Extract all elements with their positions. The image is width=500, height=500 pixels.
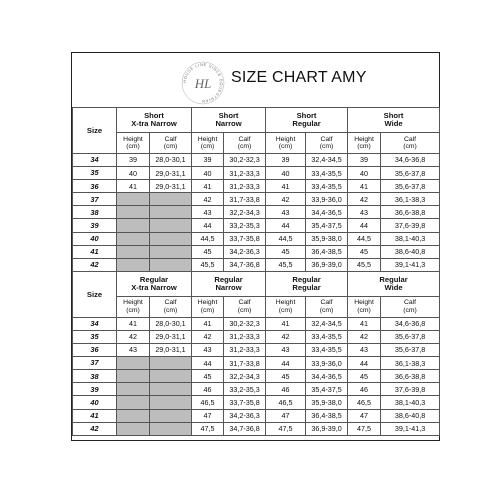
height-value-cell: 43 (348, 344, 381, 357)
calf-value-cell: 35,9-38,0 (306, 396, 348, 409)
fit-group-width: Narrow (215, 282, 242, 292)
unavailable-cell (117, 245, 150, 258)
height-value-cell: 44 (348, 219, 381, 232)
height-value-cell: 41 (117, 317, 150, 330)
calf-value-cell: 31,7-33,8 (224, 193, 266, 206)
calf-value-cell: 31,2-33,3 (224, 180, 266, 193)
fit-group-width: Regular (292, 282, 321, 292)
calf-value-cell: 29,0-31,1 (150, 330, 192, 343)
calf-value-cell: 38,1-40,3 (381, 232, 440, 245)
table-row (73, 422, 440, 435)
size-cell: 36 (73, 344, 117, 357)
table-row (73, 357, 440, 370)
calf-value-cell: 34,7-36,8 (224, 258, 266, 271)
calf-value-cell: 33,2-35,3 (224, 383, 266, 396)
unavailable-cell (117, 422, 150, 435)
calf-value-cell: 29,0-31,1 (150, 344, 192, 357)
logo-ring-text: HOUSE LINE SINCE EQUESTRIAN (181, 61, 225, 105)
fit-group-width: Wide (384, 282, 403, 292)
height-value-cell: 41 (117, 180, 150, 193)
height-value-cell: 45 (266, 370, 306, 383)
height-value-cell: 46 (348, 383, 381, 396)
fit-group-length: Regular (214, 274, 243, 284)
calf-value-cell: 38,6-40,8 (381, 245, 440, 258)
chart-header (72, 53, 439, 107)
unavailable-cell (117, 370, 150, 383)
fit-group-length: Regular (139, 274, 169, 284)
height-value-cell: 47,5 (348, 422, 381, 435)
calf-value-cell: 38,6-40,8 (381, 409, 440, 422)
height-value-cell: 40 (348, 167, 381, 180)
height-column-header: Height (cm) (192, 296, 224, 317)
table-row (73, 344, 440, 357)
calf-value-cell: 39,1-41,3 (381, 422, 440, 435)
size-cell: 39 (73, 219, 117, 232)
size-cell: 40 (73, 396, 117, 409)
height-value-cell: 47 (266, 409, 306, 422)
size-cell: 37 (73, 193, 117, 206)
calf-value-cell: 33,2-35,3 (224, 219, 266, 232)
calf-value-cell: 33,9-36,0 (306, 357, 348, 370)
height-value-cell: 39 (192, 154, 224, 167)
calf-value-cell: 30,2-32,3 (224, 154, 266, 167)
unavailable-cell (150, 357, 192, 370)
fit-group-header (266, 271, 348, 296)
calf-value-cell: 32,4-34,5 (306, 317, 348, 330)
unavailable-cell (150, 206, 192, 219)
calf-value-cell: 33,4-35,5 (306, 330, 348, 343)
height-value-cell: 43 (266, 344, 306, 357)
calf-value-cell: 36,1-38,3 (381, 357, 440, 370)
height-value-cell: 43 (117, 344, 150, 357)
calf-value-cell: 36,9-39,0 (306, 422, 348, 435)
calf-value-cell: 33,4-35,5 (306, 344, 348, 357)
height-value-cell: 44 (266, 357, 306, 370)
calf-value-cell: 35,4-37,5 (306, 219, 348, 232)
calf-value-cell: 29,0-31,1 (150, 167, 192, 180)
unavailable-cell (117, 409, 150, 422)
fit-group-header (192, 271, 266, 296)
size-cell: 41 (73, 409, 117, 422)
fit-group-header (266, 108, 348, 133)
size-column-header: Size (73, 108, 117, 154)
size-table (72, 107, 440, 436)
calf-value-cell: 32,4-34,5 (306, 154, 348, 167)
size-cell: 38 (73, 206, 117, 219)
calf-value-cell: 36,6-38,8 (381, 206, 440, 219)
height-value-cell: 43 (266, 206, 306, 219)
table-row (73, 317, 440, 330)
unavailable-cell (117, 396, 150, 409)
height-value-cell: 44,5 (192, 232, 224, 245)
fit-group-length: Short (218, 111, 239, 121)
height-value-cell: 40 (117, 167, 150, 180)
height-value-cell: 46,5 (266, 396, 306, 409)
height-value-cell: 39 (266, 154, 306, 167)
height-value-cell: 45,5 (192, 258, 224, 271)
unavailable-cell (150, 370, 192, 383)
height-value-cell: 47 (348, 409, 381, 422)
logo-monogram: HL (194, 76, 212, 91)
table-row (73, 383, 440, 396)
table-row (73, 167, 440, 180)
brand-logo-icon (179, 59, 227, 107)
height-value-cell: 45 (348, 370, 381, 383)
table-row (73, 232, 440, 245)
unavailable-cell (150, 396, 192, 409)
calf-value-cell: 34,2-36,3 (224, 409, 266, 422)
size-chart-frame (71, 52, 440, 441)
size-cell: 34 (73, 317, 117, 330)
height-value-cell: 42 (348, 193, 381, 206)
unavailable-cell (150, 422, 192, 435)
height-value-cell: 41 (348, 180, 381, 193)
calf-value-cell: 38,1-40,3 (381, 396, 440, 409)
height-value-cell: 42 (266, 330, 306, 343)
calf-column-header: Calf (cm) (381, 296, 440, 317)
height-value-cell: 43 (192, 344, 224, 357)
size-cell: 42 (73, 422, 117, 435)
calf-value-cell: 35,6-37,8 (381, 180, 440, 193)
calf-column-header: Calf (cm) (150, 133, 192, 154)
height-value-cell: 41 (348, 317, 381, 330)
unavailable-cell (117, 219, 150, 232)
height-value-cell: 42 (192, 330, 224, 343)
calf-value-cell: 33,9-36,0 (306, 193, 348, 206)
fit-group-width: X-tra Narrow (131, 282, 177, 292)
calf-column-header: Calf (cm) (306, 296, 348, 317)
height-value-cell: 40 (192, 167, 224, 180)
calf-value-cell: 31,2-33,3 (224, 344, 266, 357)
table-row (73, 370, 440, 383)
calf-value-cell: 34,7-36,8 (224, 422, 266, 435)
calf-value-cell: 36,4-38,5 (306, 245, 348, 258)
unavailable-cell (117, 357, 150, 370)
calf-value-cell: 31,7-33,8 (224, 357, 266, 370)
size-cell: 42 (73, 258, 117, 271)
unavailable-cell (150, 258, 192, 271)
height-value-cell: 44 (192, 357, 224, 370)
calf-value-cell: 35,9-38,0 (306, 232, 348, 245)
calf-value-cell: 33,4-35,5 (306, 180, 348, 193)
fit-group-header (117, 271, 192, 296)
height-value-cell: 47 (192, 409, 224, 422)
height-value-cell: 39 (348, 154, 381, 167)
sub-header-row (73, 296, 440, 317)
height-value-cell: 43 (348, 206, 381, 219)
table-row (73, 409, 440, 422)
size-cell: 38 (73, 370, 117, 383)
calf-value-cell: 39,1-41,3 (381, 258, 440, 271)
calf-value-cell: 32,2-34,3 (224, 206, 266, 219)
table-row (73, 193, 440, 206)
size-cell: 35 (73, 167, 117, 180)
height-value-cell: 41 (266, 317, 306, 330)
height-value-cell: 45 (266, 245, 306, 258)
calf-value-cell: 28,0-30,1 (150, 317, 192, 330)
height-column-header: Height (cm) (348, 296, 381, 317)
calf-value-cell: 31,2-33,3 (224, 167, 266, 180)
height-value-cell: 41 (192, 180, 224, 193)
height-value-cell: 42 (266, 193, 306, 206)
unavailable-cell (150, 409, 192, 422)
group-header-row (73, 271, 440, 296)
calf-value-cell: 29,0-31,1 (150, 180, 192, 193)
height-value-cell: 47,5 (266, 422, 306, 435)
height-value-cell: 41 (192, 317, 224, 330)
table-row (73, 206, 440, 219)
unavailable-cell (150, 245, 192, 258)
size-cell: 36 (73, 180, 117, 193)
fit-group-header (117, 108, 192, 133)
calf-value-cell: 30,2-32,3 (224, 317, 266, 330)
unavailable-cell (150, 232, 192, 245)
calf-value-cell: 34,4-36,5 (306, 370, 348, 383)
calf-value-cell: 33,7-35,8 (224, 396, 266, 409)
size-cell: 41 (73, 245, 117, 258)
size-cell: 40 (73, 232, 117, 245)
calf-value-cell: 35,6-37,8 (381, 167, 440, 180)
height-value-cell: 44,5 (348, 232, 381, 245)
sub-header-row (73, 133, 440, 154)
fit-group-width: X-tra Narrow (131, 119, 177, 128)
height-column-header: Height (cm) (117, 133, 150, 154)
fit-group-header (348, 108, 440, 133)
height-value-cell: 46,5 (192, 396, 224, 409)
height-value-cell: 47,5 (192, 422, 224, 435)
calf-value-cell: 34,2-36,3 (224, 245, 266, 258)
calf-value-cell: 36,1-38,3 (381, 193, 440, 206)
height-value-cell: 46 (192, 383, 224, 396)
height-value-cell: 45,5 (348, 258, 381, 271)
table-row (73, 180, 440, 193)
unavailable-cell (150, 219, 192, 232)
height-value-cell: 46 (266, 383, 306, 396)
unavailable-cell (117, 193, 150, 206)
table-row (73, 396, 440, 409)
calf-value-cell: 36,4-38,5 (306, 409, 348, 422)
size-column-header: Size (73, 271, 117, 317)
height-column-header: Height (cm) (192, 133, 224, 154)
table-row (73, 258, 440, 271)
calf-value-cell: 33,4-35,5 (306, 167, 348, 180)
calf-column-header: Calf (cm) (224, 296, 266, 317)
fit-group-length: Short (144, 111, 164, 121)
fit-group-width: Regular (292, 119, 321, 128)
height-value-cell: 43 (192, 206, 224, 219)
calf-value-cell: 34,4-36,5 (306, 206, 348, 219)
unavailable-cell (117, 258, 150, 271)
unavailable-cell (117, 232, 150, 245)
unavailable-cell (117, 206, 150, 219)
table-row (73, 330, 440, 343)
height-column-header: Height (cm) (266, 133, 306, 154)
calf-value-cell: 36,6-38,8 (381, 370, 440, 383)
calf-value-cell: 34,6-36,8 (381, 154, 440, 167)
height-value-cell: 44,5 (266, 232, 306, 245)
calf-column-header: Calf (cm) (150, 296, 192, 317)
height-value-cell: 40 (266, 167, 306, 180)
table-row (73, 219, 440, 232)
calf-column-header: Calf (cm) (306, 133, 348, 154)
calf-value-cell: 35,6-37,8 (381, 330, 440, 343)
height-value-cell: 45 (348, 245, 381, 258)
fit-group-width: Wide (384, 119, 403, 128)
table-row (73, 154, 440, 167)
calf-value-cell: 32,2-34,3 (224, 370, 266, 383)
calf-column-header: Calf (cm) (224, 133, 266, 154)
height-column-header: Height (cm) (266, 296, 306, 317)
calf-value-cell: 35,4-37,5 (306, 383, 348, 396)
size-cell: 39 (73, 383, 117, 396)
height-value-cell: 44 (348, 357, 381, 370)
calf-value-cell: 28,0-30,1 (150, 154, 192, 167)
fit-group-header (348, 271, 440, 296)
chart-title: SIZE CHART AMY (231, 69, 367, 86)
fit-group-length: Short (383, 111, 404, 121)
group-header-row (73, 108, 440, 133)
height-column-header: Height (cm) (348, 133, 381, 154)
calf-value-cell: 34,6-36,8 (381, 317, 440, 330)
calf-value-cell: 37,6-39,8 (381, 383, 440, 396)
height-value-cell: 42 (192, 193, 224, 206)
unavailable-cell (117, 383, 150, 396)
calf-value-cell: 37,6-39,8 (381, 219, 440, 232)
calf-column-header: Calf (cm) (381, 133, 440, 154)
height-value-cell: 44 (192, 219, 224, 232)
size-cell: 34 (73, 154, 117, 167)
fit-group-header (192, 108, 266, 133)
height-value-cell: 41 (266, 180, 306, 193)
calf-value-cell: 36,9-39,0 (306, 258, 348, 271)
height-column-header: Height (cm) (117, 296, 150, 317)
height-value-cell: 42 (117, 330, 150, 343)
height-value-cell: 42 (348, 330, 381, 343)
height-value-cell: 39 (117, 154, 150, 167)
calf-value-cell: 35,6-37,8 (381, 344, 440, 357)
height-value-cell: 46,5 (348, 396, 381, 409)
height-value-cell: 44 (266, 219, 306, 232)
height-value-cell: 45,5 (266, 258, 306, 271)
fit-group-length: Regular (292, 274, 321, 284)
fit-group-width: Narrow (215, 119, 242, 128)
calf-value-cell: 33,7-35,8 (224, 232, 266, 245)
table-row (73, 245, 440, 258)
calf-value-cell: 31,2-33,3 (224, 330, 266, 343)
height-value-cell: 45 (192, 370, 224, 383)
size-cell: 37 (73, 357, 117, 370)
size-cell: 35 (73, 330, 117, 343)
unavailable-cell (150, 193, 192, 206)
fit-group-length: Regular (379, 274, 408, 284)
fit-group-length: Short (296, 111, 317, 121)
height-value-cell: 45 (192, 245, 224, 258)
unavailable-cell (150, 383, 192, 396)
